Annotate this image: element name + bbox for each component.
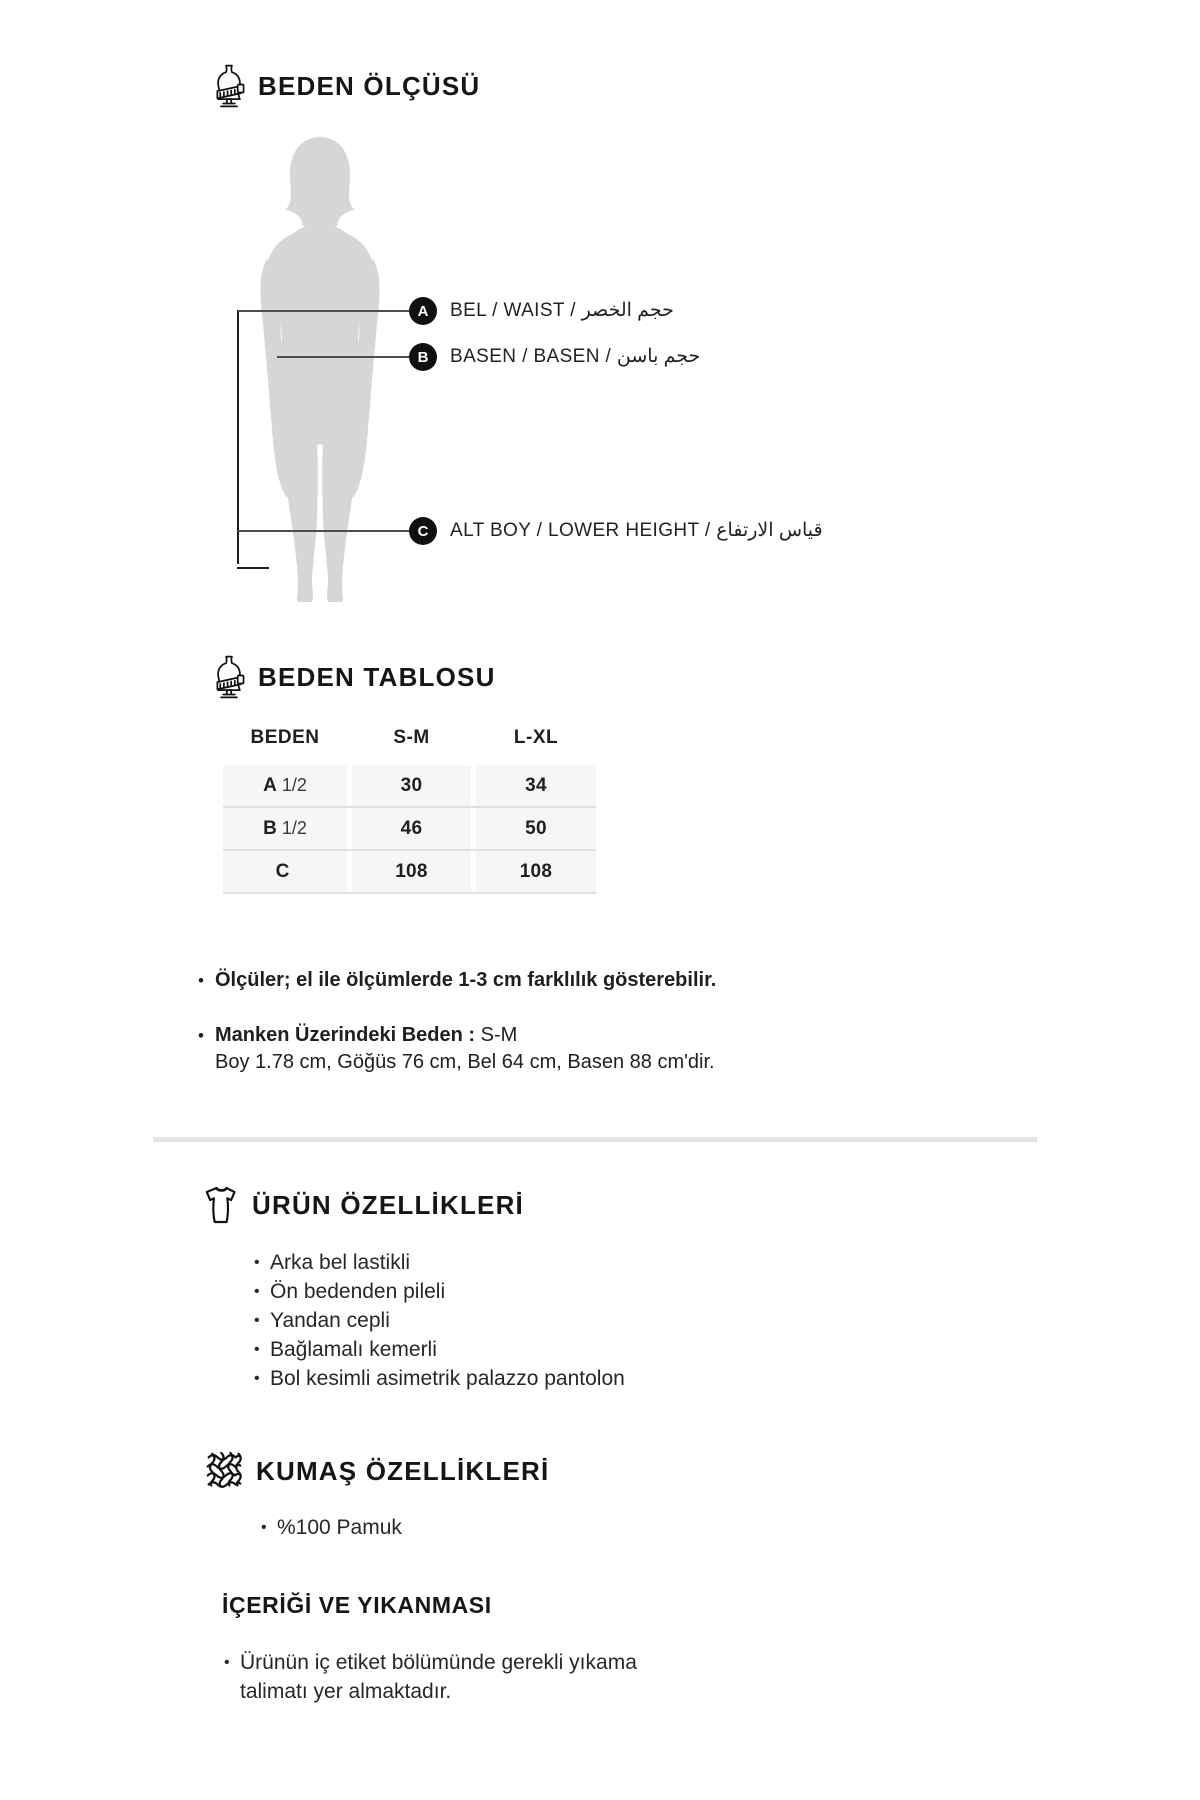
bullet: • [261, 1519, 267, 1536]
size-table-title: BEDEN TABLOSU [258, 661, 496, 692]
feature-text: Bağlamalı kemerli [270, 1338, 437, 1361]
row-label: B 1/2 [223, 808, 347, 849]
table-row [223, 851, 596, 894]
column-header: BEDEN [250, 727, 320, 748]
list-item [254, 1306, 625, 1335]
waist-label: BEL / WAIST / حجم الخصر [450, 300, 674, 321]
fabric-features-title: KUMAŞ ÖZELLİKLERİ [256, 1455, 550, 1486]
bullet: • [254, 1341, 260, 1358]
list-item [254, 1335, 625, 1364]
marker-a-letter: A [417, 302, 429, 320]
measurement-diagram [150, 115, 930, 615]
size-guide-header [213, 62, 480, 110]
bullet: • [254, 1312, 260, 1329]
table-row [223, 765, 596, 808]
cell-value: 50 [476, 808, 596, 849]
note-body [215, 1022, 715, 1076]
size-table [223, 727, 596, 894]
marker-c [409, 517, 437, 545]
feature-text: Bol kesimli asimetrik palazzo pantolon [270, 1367, 625, 1390]
note-line-1 [215, 1022, 715, 1049]
bullet: • [198, 1026, 204, 1045]
column-header: S-M [393, 727, 430, 748]
marker-b [409, 343, 437, 371]
height-bracket-bottom-tick [237, 567, 269, 569]
model-size-label: Manken Üzerindeki Beden : [215, 1024, 476, 1046]
cell-value: 108 [352, 851, 471, 892]
feature-text: Arka bel lastikli [270, 1251, 411, 1274]
fabric-features-list [261, 1513, 402, 1542]
bullet: • [198, 971, 204, 990]
model-size-note [198, 1022, 715, 1076]
table-row [223, 808, 596, 851]
lower-height-line [238, 530, 411, 532]
marker-a [409, 297, 437, 325]
lower-height-label: ALT BOY / LOWER HEIGHT / قياس الارتفاع [450, 520, 823, 541]
cell-value: 108 [476, 851, 596, 892]
list-item [254, 1364, 625, 1393]
marker-c-letter: C [417, 522, 429, 540]
mannequin-icon [213, 653, 245, 701]
product-features-list [254, 1248, 625, 1393]
bullet: • [224, 1654, 230, 1671]
hip-line [277, 356, 411, 358]
list-item [254, 1248, 625, 1277]
model-measurements: Boy 1.78 cm, Göğüs 76 cm, Bel 64 cm, Basen 88 cm'dir. [215, 1051, 715, 1073]
fabric-features-header [205, 1450, 549, 1492]
care-header [222, 1592, 492, 1619]
list-item [224, 1648, 680, 1706]
bullet: • [254, 1370, 260, 1387]
note-text: Ölçüler; el ile ölçümlerde 1-3 cm farklılık gösterebilir. [215, 969, 717, 991]
list-item [261, 1513, 402, 1542]
model-size-value: S-M [480, 1024, 518, 1046]
waist-line [238, 310, 411, 312]
product-features-header [205, 1184, 524, 1226]
care-list [224, 1648, 680, 1706]
bullet: • [254, 1254, 260, 1271]
fabric-weave-icon [205, 1450, 243, 1492]
row-label: A 1/2 [223, 765, 347, 806]
care-title: İÇERİĞİ VE YIKANMASI [222, 1592, 492, 1618]
mannequin-icon [213, 62, 245, 110]
height-bracket-vertical [237, 310, 239, 564]
cell-value: 30 [352, 765, 471, 806]
row-label: C [223, 851, 347, 892]
tshirt-icon [205, 1184, 239, 1226]
measurement-note [198, 967, 716, 994]
size-table-header [213, 653, 496, 701]
hip-label: BASEN / BASEN / حجم باسن [450, 346, 701, 367]
list-item [254, 1277, 625, 1306]
fabric-text: %100 Pamuk [277, 1516, 402, 1539]
cell-value: 46 [352, 808, 471, 849]
cell-value: 34 [476, 765, 596, 806]
product-features-title: ÜRÜN ÖZELLİKLERİ [252, 1189, 524, 1220]
size-table-header-row [223, 727, 596, 749]
feature-text: Yandan cepli [270, 1309, 390, 1332]
bullet: • [254, 1283, 260, 1300]
female-silhouette [225, 133, 415, 603]
care-text: Ürünün iç etiket bölümünde gerekli yıkama talimatı yer almaktadır. [240, 1651, 637, 1703]
section-divider [153, 1137, 1037, 1142]
size-guide-title: BEDEN ÖLÇÜSÜ [258, 70, 481, 101]
column-header: L-XL [513, 727, 559, 748]
marker-b-letter: B [417, 348, 429, 366]
feature-text: Ön bedenden pileli [270, 1280, 446, 1303]
